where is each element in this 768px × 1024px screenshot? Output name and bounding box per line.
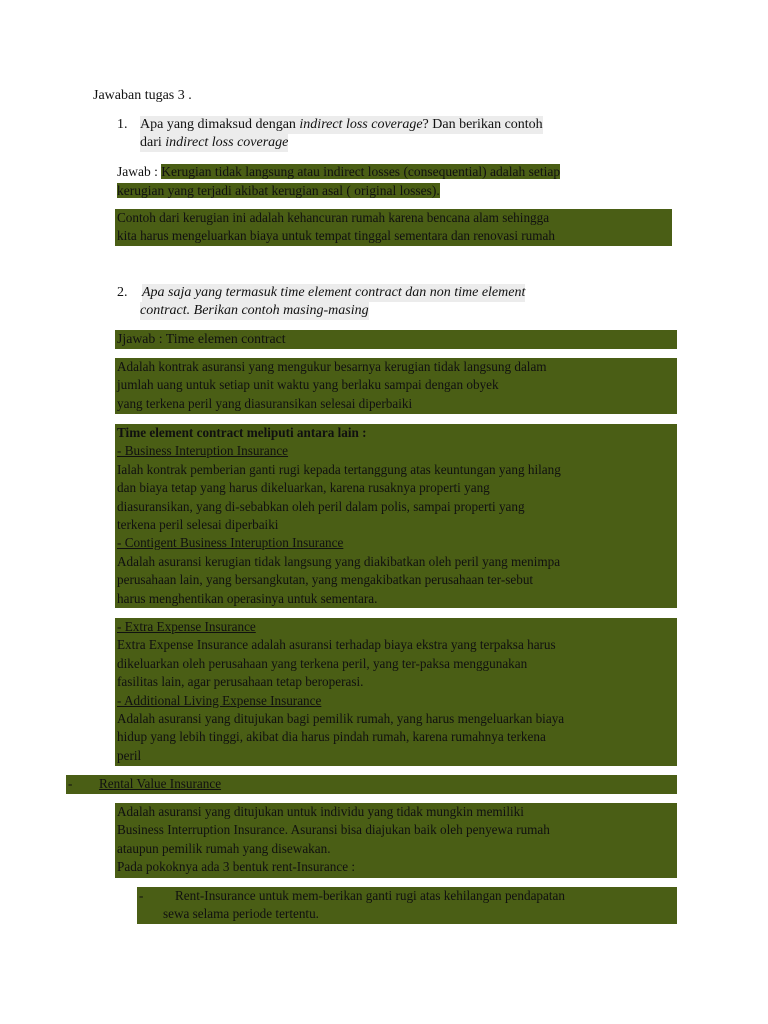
answer-1-example-block [115,209,672,246]
rv-line: Pada pokoknya ada 3 bentuk rent-Insurance : [117,859,356,875]
contingent-bi-title: - Contigent Business Interuption Insurance [117,535,344,551]
additional-living-title: - Additional Living Expense Insurance [117,692,322,708]
rental-value-block [115,803,677,878]
rv-line: Adalah asuransi yang ditujukan untuk individu yang tidak mungkin memiliki [117,804,524,819]
answer-1-label: Jawab : [117,164,162,179]
question-1-number: 1. [117,117,128,132]
rv-line: Business Interruption Insurance. Asuransi bisa diajukan baik oleh penyewa rumah [117,822,550,838]
cbi-line: Adalah asuransi kerugian tidak langsung yang diakibatkan oleh peril yang menimpa [117,553,561,569]
rent-insurance-dash: - [139,888,144,903]
bi-line: terkena peril selesai diperbaiki [117,517,279,533]
example-line-1: Contoh dari kerugian ini adalah kehancuran rumah karena bencana alam sehingga [117,210,550,225]
question-2-line-2: contract. Berikan contoh masing-masing [140,303,369,318]
jawab-label: Jjawab : [117,331,166,346]
definition-line: jumlah uang untuk setiap unit waktu yang berlaku sampai dengan obyek [117,377,499,393]
rent-insurance-block [137,887,677,924]
question-1-line-2: dari indirect loss coverage [140,135,289,150]
ale-line: peril [117,747,142,763]
question-1-line-1: Apa yang dimaksud dengan indirect loss coverage? Dan berikan contoh [140,117,543,132]
rent-insurance-line-1: Rent-Insurance untuk mem-berikan ganti rugi atas kehilangan pendapatan [175,888,565,903]
example-line-2: kita harus mengeluarkan biaya untuk tempat tinggal sementara dan renovasi rumah [117,228,555,244]
rental-value-title: Rental Value Insurance [99,776,222,791]
jawab-title: Time elemen contract [165,331,286,346]
ale-line: Adalah asuransi yang ditujukan bagi pemilik rumah, yang harus mengeluarkan biaya [117,711,565,727]
ee-line: dikeluarkan oleh perusahaan yang terkena peril, yang ter-paksa menggunakan [117,655,528,671]
cbi-line: harus menghentikan operasinya untuk sementara. [117,590,378,606]
rental-value-dash: - [68,776,73,791]
rv-line: ataupun pemilik rumah yang disewakan. [117,840,331,856]
rent-insurance-line-2: sewa selama periode tertentu. [163,906,319,922]
document-heading: Jawaban tugas 3 . [93,88,192,103]
cbi-line: perusahaan lain, yang bersangkutan, yang mengakibatkan perusahaan ter-sebut [117,572,534,588]
definition-line: Adalah kontrak asuransi yang mengukur besarnya kerugian tidak langsung dalam [117,359,547,374]
answer-1-line-2: kerugian yang terjadi akibat kerugian asal ( original losses). [117,183,440,198]
list-title: Time element contract meliputi antara lain : [117,425,367,440]
question-2-line-1: Apa saja yang termasuk time element contract dan non time element [142,285,526,300]
answer-1-line-1: Kerugian tidak langsung atau indirect losses (consequential) adalah setiap [161,164,561,179]
rental-value-title-block [66,775,677,794]
bi-line: dan biaya tetap yang harus dikeluarkan, karena rusaknya properti yang [117,480,490,496]
definition-line: yang terkena peril yang diasuransikan selesai diperbaiki [117,395,413,411]
answer-1 [117,162,560,200]
question-2-number: 2. [117,285,128,300]
question-2 [0,284,768,324]
jawab-time-element-block [115,330,677,349]
business-interruption-title: - Business Interuption Insurance [117,443,289,459]
bi-line: Ialah kontrak pemberian ganti rugi kepada tertanggung atas keuntungan yang hilang [117,461,561,477]
ale-line: hidup yang lebih tinggi, akibat dia harus pindah rumah, karena rumahnya terkena [117,729,546,745]
definition-block [115,358,677,414]
ee-line: Extra Expense Insurance adalah asuransi terhadap biaya ekstra yang terpaksa harus [117,637,556,653]
extra-expense-title: - Extra Expense Insurance [117,619,256,634]
ee-line: fasilitas lain, agar perusahaan tetap beroperasi. [117,674,364,690]
bi-line: diasuransikan, yang di-sebabkan oleh peril dalam polis, sampai properti yang [117,498,525,514]
time-element-list-block [115,424,677,608]
question-1 [0,116,768,156]
extra-expense-block [115,618,677,766]
